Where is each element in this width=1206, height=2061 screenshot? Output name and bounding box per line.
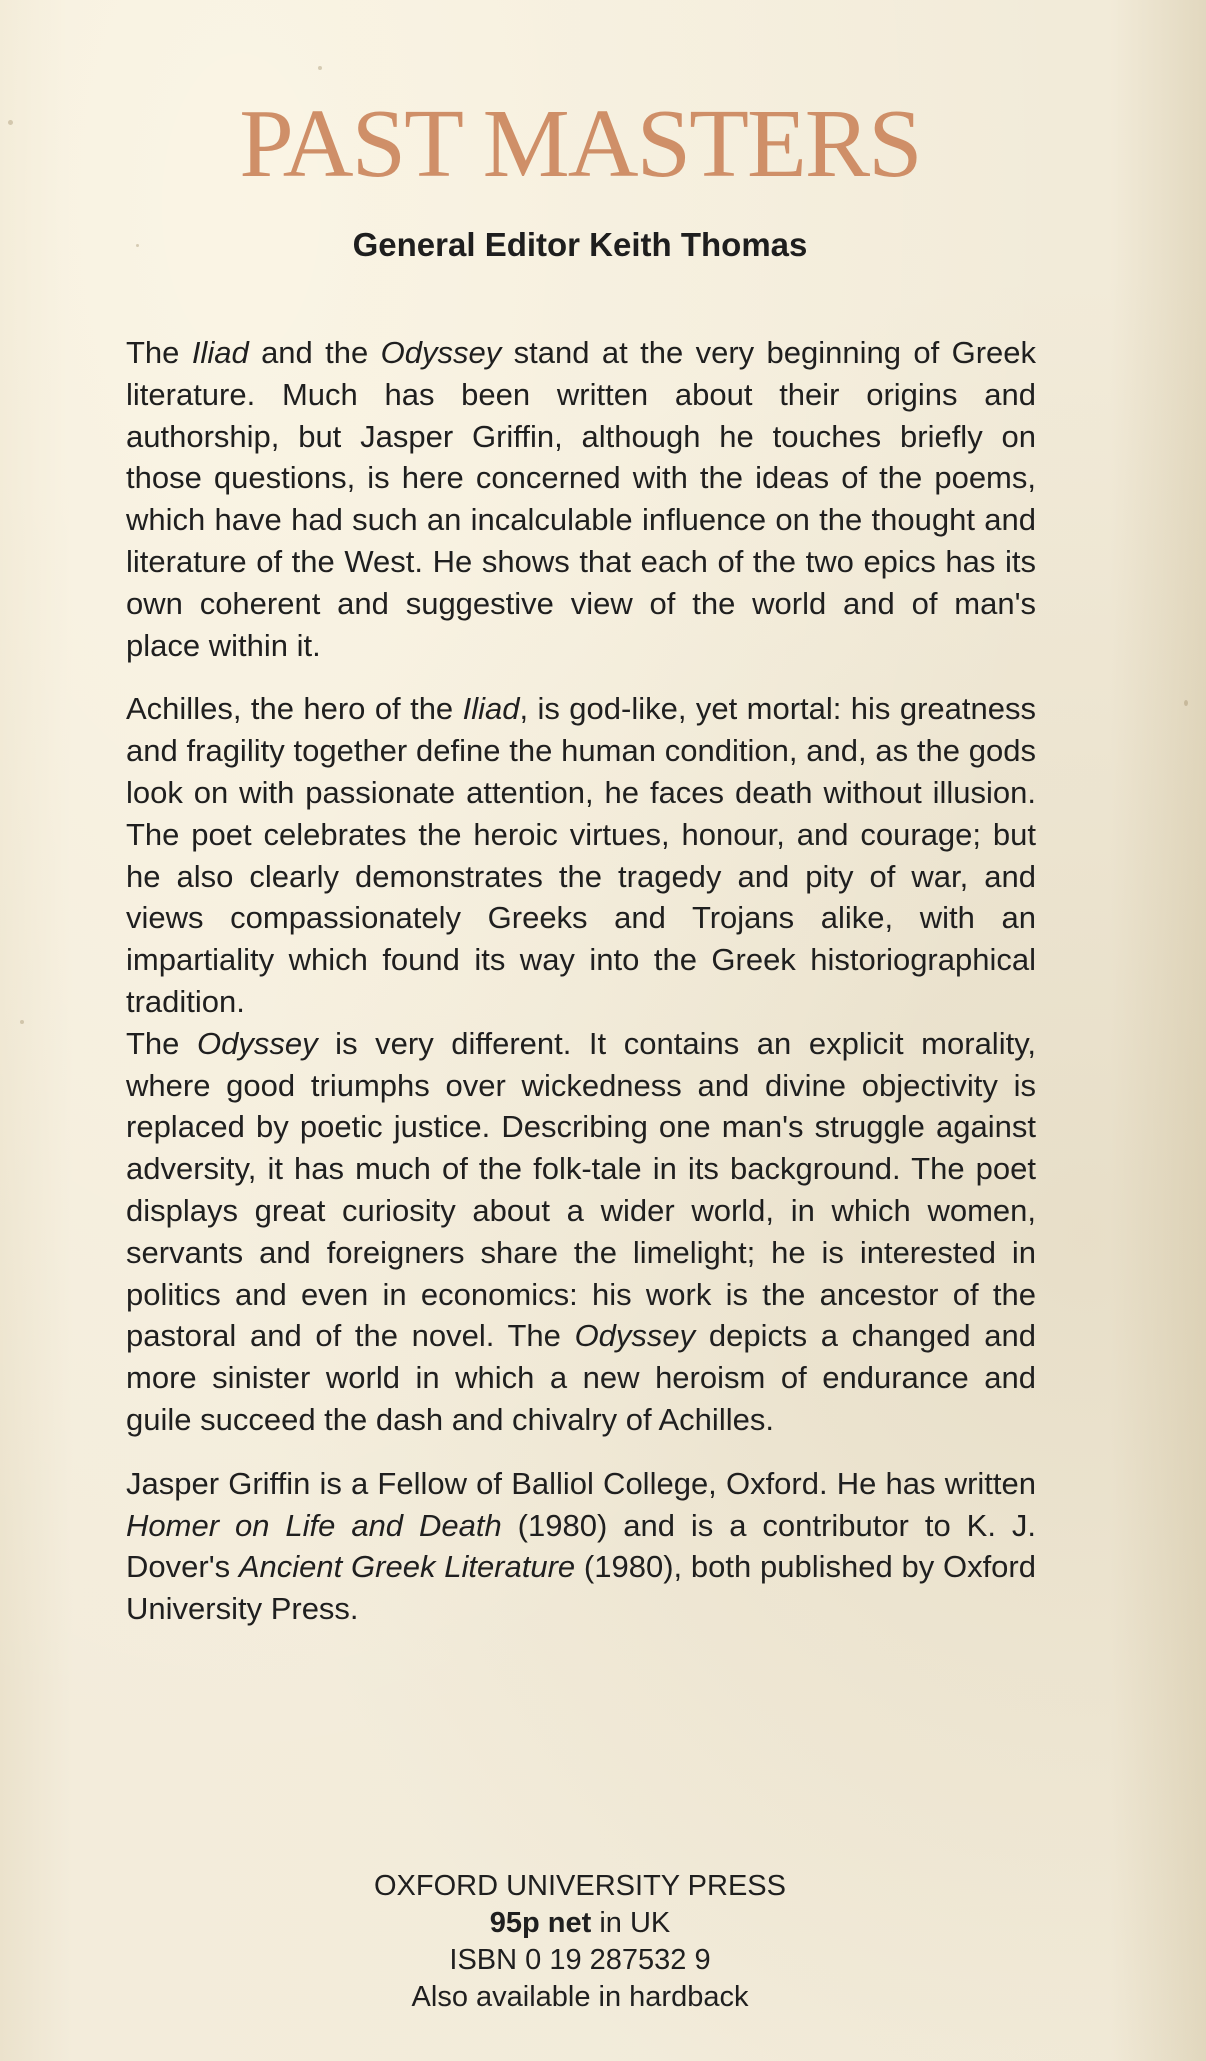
paper-speck bbox=[318, 66, 322, 70]
imprint bbox=[0, 1868, 1160, 2016]
blurb bbox=[126, 332, 1036, 1630]
paper-speck bbox=[20, 1020, 24, 1024]
paragraph-iliad: Achilles, the hero of the Iliad, is god-like, yet mortal: his greatness and fragility together define the human condition, and, as the gods look on with passionate attention, he faces death without illusion. The poet celebrates the heroic virtues, honour, and courage; but he also clearly demonstrates the tragedy and pity of war, and views compassionately Greeks and Trojans alike, with an impartiality which found its way into the Greek historiographical tradition. bbox=[126, 691, 1036, 1019]
isbn: ISBN 0 19 287532 9 bbox=[449, 1944, 711, 1976]
availability-note: Also available in hardback bbox=[411, 1981, 749, 2013]
paper-speck bbox=[1184, 700, 1188, 706]
price: 95p net in UK bbox=[489, 1907, 671, 1939]
paragraph-odyssey: The Odyssey is very different. It contains an explicit morality, where good triumphs over wickedness and divine objectivity is replaced by poetic justice. Describing one man's struggle against adversity, it has much of the folk-tale in its background. The poet displays great curiosity about a wider world, in which women, servants and foreigners share the limelight; he is interested in politics and even in economics: his work is the ancestor of the pastoral and of the novel. The Odyssey depicts a changed and more sinister world in which a new heroism of endurance and guile succeed the dash and chivalry of Achilles. bbox=[126, 1025, 1037, 1437]
paragraph-author: Jasper Griffin is a Fellow of Balliol College, Oxford. He has written Homer on Life and Death (1980) and is a contributor to K. J. Dover's Ancient Greek Literature (1980), both published by Oxford University Press. bbox=[126, 1465, 1036, 1627]
general-editor: General Editor Keith Thomas bbox=[352, 226, 808, 263]
series-title: PAST MASTERS bbox=[239, 90, 921, 198]
publisher-name: OXFORD UNIVERSITY PRESS bbox=[374, 1870, 786, 1902]
paragraph-intro: The Iliad and the Odyssey stand at the very beginning of Greek literature. Much has been written about their origins and authorship, but Jasper Griffin, although he touches briefly on those questions, is here concerned with the ideas of the poems, which have had such an incalculable influence on the thought and literature of the West. He shows that each of the two epics has its own coherent and suggestive view of the world and of man's place within it. bbox=[126, 335, 1037, 663]
